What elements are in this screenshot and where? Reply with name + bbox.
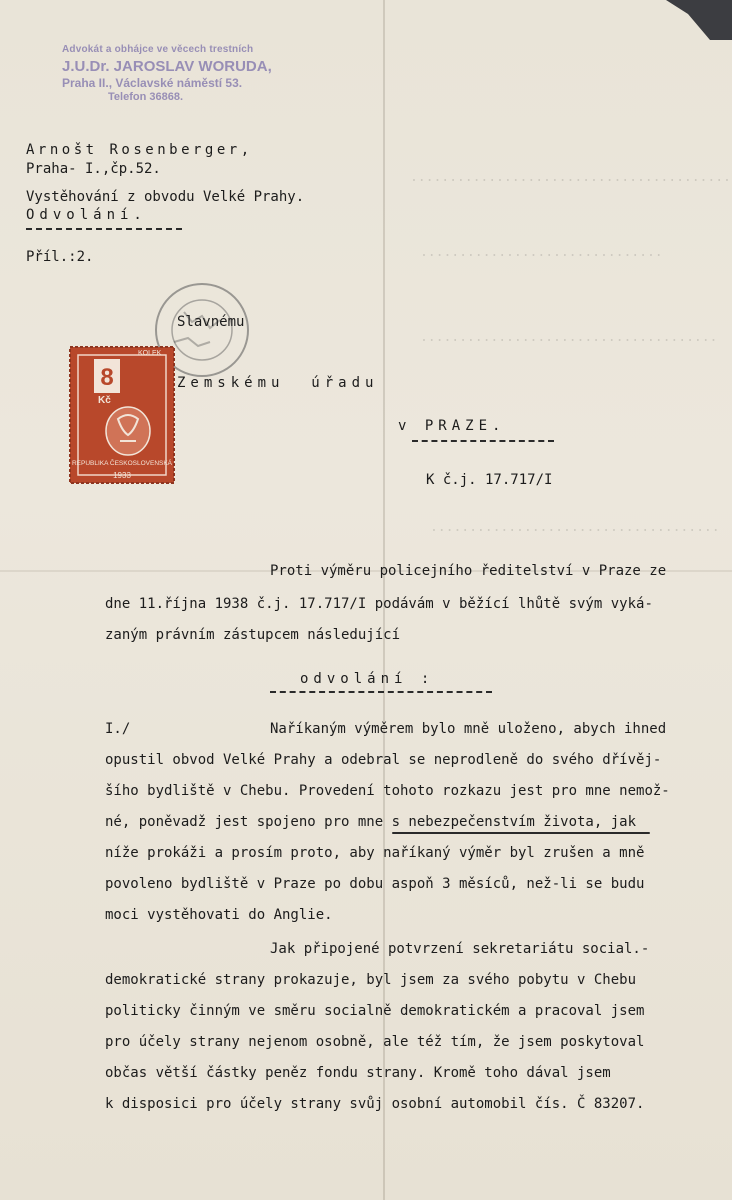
stamp-value: 8	[100, 364, 114, 391]
subject-underline	[26, 228, 182, 230]
sender-name: Arnošt Rosenberger,	[26, 142, 253, 158]
background-corner	[622, 0, 732, 40]
para1-line-2: opustil obvod Velké Prahy a odebral se neprodleně do svého dřívěj-	[105, 752, 662, 768]
para2-line-6: k disposici pro účely strany svůj osobní automobil čís. Č 83207.	[105, 1096, 645, 1112]
stamp-currency: Kč	[98, 395, 111, 406]
stamp-header: KOLEK	[138, 350, 162, 357]
appeal-heading: odvolání :	[300, 671, 435, 687]
para2-line-5: občas větší částky peněz fondu strany. Kromě toho dával jsem	[105, 1065, 611, 1081]
letterhead-line2: J.U.Dr. JAROSLAV WORUDA,	[62, 58, 272, 75]
addressee-city: v PRAZE.	[398, 418, 506, 434]
handwritten-underline	[392, 832, 650, 834]
document-page: ......................................... ............................... ...................................... ..................................... Advokát a obhájce ve věcech trestních J.U.Dr. JAROSLAV WORUDA, Praha II., Václavské náměstí 53. Telefon 36868. Arnošt Rosenberger, Praha- I.,čp.52. Vystěhování z obvodu Velké Prahy. Odvolání. Příl.:2. 8 KOLEK Kč REPUBLIKA ČESKOSLOVENSKÁ 1933 Slavnému Zemskému úřadu v PRAZE. K č.j. 17.717/I Proti výměru policejního ředitelství v Praze ze dne 11.října 1938 č.j. 17.717/I podávám v běžící lhůtě svým vyká- zaným právním zástupcem následující odvolání : I./ Naříkaným výměrem bylo mně uloženo, abych ihned opustil obvod Velké Prahy a odebral se neprodleně do svého dřívěj- šího bydliště v Chebu. Provedení tohoto rozkazu jest pro mne nemož- né, poněvadž jest spojeno pro mne s nebezpečenstvím života, jak níže prokáži a prosím proto, aby naříkaný výměr byl zrušen a mně povoleno bydliště v Praze po dobu aspoň 3 měsíců, než-li se budu moci vystěhovati do Anglie. Jak připojené potvrzení sekretariátu social.- demokratické strany prokazuje, byl jsem za svého pobytu v Chebu politicky činným ve směru socialně demokratickém a pracoval jsem pro účely strany nejenom osobně, ale též tím, že jsem poskytoval občas větší částky peněz fondu strany. Kromě toho dával jsem k disposici pro účely strany svůj osobní automobil čís. Č 83207.	[0, 0, 732, 1200]
letterhead-line3: Praha II., Václavské náměstí 53.	[62, 76, 243, 90]
addressee-office: Zemskému úřadu	[177, 375, 379, 391]
subject-line: Vystěhování z obvodu Velké Prahy.	[26, 189, 305, 205]
letterhead-line1: Advokát a obhájce ve věcech trestních	[62, 44, 254, 55]
city-underline	[412, 440, 554, 442]
para1-line-6: povoleno bydliště v Praze po dobu aspoň 3 měsíců, než-li se budu	[105, 876, 645, 892]
intro-line-2: dne 11.října 1938 č.j. 17.717/I podávám v běžící lhůtě svým vyká-	[105, 596, 653, 612]
para2-line-3: politicky činným ve směru socialně demokratickém a pracoval jsem	[105, 1003, 645, 1019]
para1-line-1: Naříkaným výměrem bylo mně uloženo, abych ihned	[270, 721, 667, 737]
sender-address: Praha- I.,čp.52.	[26, 161, 161, 177]
salutation: Slavnému	[177, 314, 245, 330]
section-label: I./	[105, 721, 131, 737]
para1-line-3: šího bydliště v Chebu. Provedení tohoto rozkazu jest pro mne nemož-	[105, 783, 670, 799]
para1-line-5: níže prokáži a prosím proto, aby naříkaný výměr byl zrušen a mně	[105, 845, 645, 861]
para2-line-4: pro účely strany nejenom osobně, ale též tím, že jsem poskytoval	[105, 1034, 645, 1050]
intro-line-1: Proti výměru policejního ředitelství v Praze ze	[270, 563, 667, 579]
revenue-stamp	[68, 345, 176, 485]
reference-number: K č.j. 17.717/I	[426, 472, 553, 488]
lawyer-letterhead-stamp	[62, 44, 272, 103]
subject-title: Odvolání.	[26, 207, 147, 223]
attachments: Příl.:2.	[26, 249, 94, 265]
para2-line-2: demokratické strany prokazuje, byl jsem za svého pobytu v Chebu	[105, 972, 637, 988]
stamp-year: 1933	[113, 471, 131, 480]
stamp-text: REPUBLIKA ČESKOSLOVENSKÁ	[71, 460, 173, 467]
para1-line-7: moci vystěhovati do Anglie.	[105, 907, 333, 923]
intro-line-3: zaným právním zástupcem následující	[105, 627, 401, 643]
heading-underline	[270, 691, 492, 693]
letterhead-line4: Telefon 36868.	[108, 91, 183, 103]
para2-line-1: Jak připojené potvrzení sekretariátu social.-	[270, 941, 650, 957]
para1-line-4: né, poněvadž jest spojeno pro mne s nebezpečenstvím života, jak	[105, 814, 637, 830]
